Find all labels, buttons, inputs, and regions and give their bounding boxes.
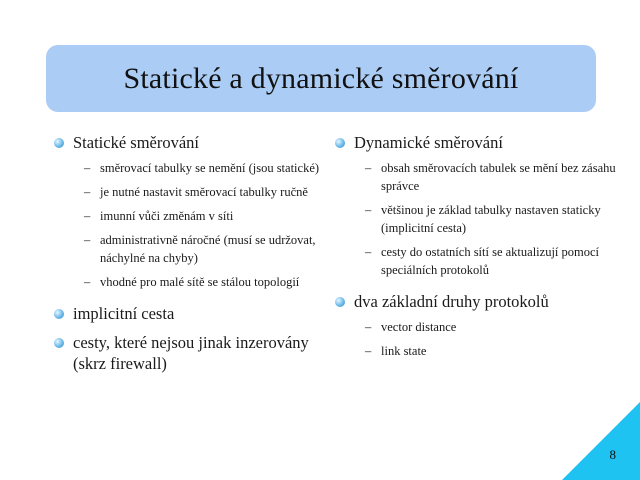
right-column [331,132,621,360]
bullet-icon [335,297,345,307]
bullet-item [50,332,322,374]
sub-item [50,207,322,225]
bullet-icon [335,138,345,148]
sub-item [50,273,322,291]
corner-decoration [562,402,640,480]
bullet-icon [54,309,64,319]
slide-title: Statické a dynamické směrování [123,61,519,95]
sub-text: je nutné nastavit směrovací tabulky ručně [100,185,308,199]
dash-icon: – [84,185,91,199]
sub-text: cesty do ostatních sítí se aktualizují pomocí speciálních protokolů [381,245,600,277]
sub-item [331,342,621,360]
dash-icon: – [365,203,372,217]
sub-text: vector distance [381,320,457,334]
bullet-icon [54,138,64,148]
sub-text: link state [381,344,427,358]
bullet-text: Dynamické směrování [354,133,503,152]
sub-text: směrovací tabulky se nemění (jsou statické) [100,161,320,175]
dash-icon: – [365,344,372,358]
sub-item [331,159,621,195]
sub-text: většinou je základ tabulky nastaven staticky (implicitní cesta) [381,203,601,235]
sub-item [331,318,621,336]
sub-text: imunní vůči změnám v síti [100,209,234,223]
dash-icon: – [84,209,91,223]
sub-item [331,201,621,237]
dash-icon: – [84,233,91,247]
bullet-text: implicitní cesta [73,304,175,323]
sub-text: obsah směrovacích tabulek se mění bez zásahu správce [381,161,616,193]
sub-item [331,243,621,279]
dash-icon: – [84,275,91,289]
bullet-text: Statické směrování [73,133,200,152]
bullet-icon [54,338,64,348]
bullet-text: cesty, které nejsou jinak inzerovány (skrz firewall) [73,333,309,373]
bullet-item [50,132,322,153]
dash-icon: – [365,320,372,334]
page-number: 8 [609,447,616,462]
sub-text: administrativně náročné (musí se udržovat, náchylné na chyby) [100,233,316,265]
dash-icon: – [365,161,372,175]
bullet-item [331,132,621,153]
dash-icon: – [365,245,372,259]
sub-item [50,159,322,177]
left-column [50,132,322,374]
bullet-item [50,303,322,324]
dash-icon: – [84,161,91,175]
bullet-item [331,291,621,312]
bullet-text: dva základní druhy protokolů [354,292,549,311]
title-box [46,45,596,112]
sub-text: vhodné pro malé sítě se stálou topologií [100,275,300,289]
sub-item [50,183,322,201]
sub-item [50,231,322,267]
